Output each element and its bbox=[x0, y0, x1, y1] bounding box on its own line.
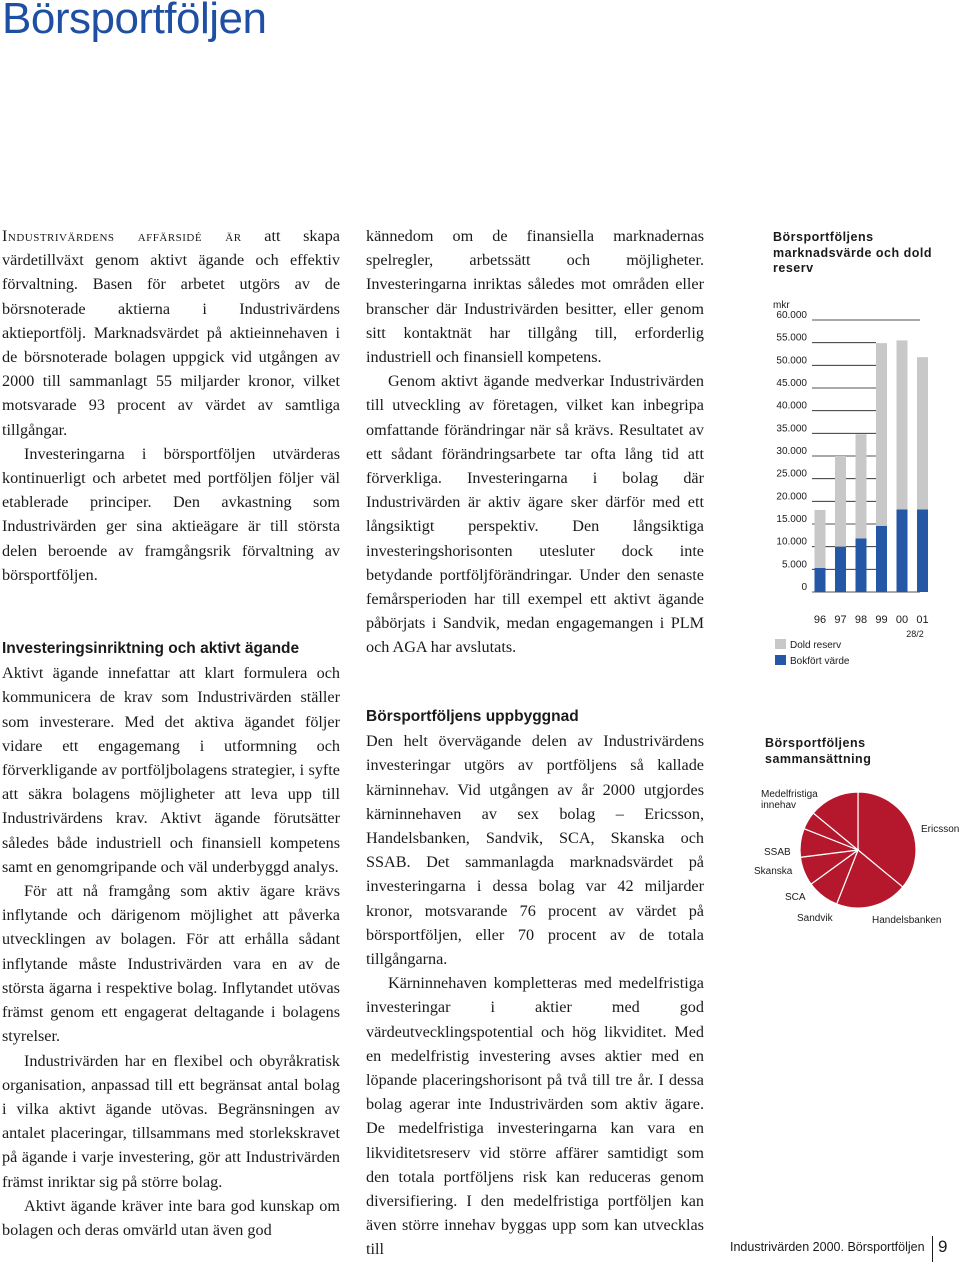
bar-bokfort-varde bbox=[835, 547, 846, 592]
paragraph: Investeringarna i börsportföljen utvärderas kontinuerligt och arbetet med portföljen följer väl etablerade principer. Den avkastning som Industrivärden ger sina aktieägare är till största delen beroende av framgångsrik förvaltning av börsportföljen. bbox=[2, 444, 340, 584]
bar-dold-reserv bbox=[856, 434, 867, 538]
pie-label: SSAB bbox=[764, 847, 791, 858]
section-heading: Investeringsinriktning och aktivt ägande bbox=[2, 640, 300, 658]
section-heading: Börsportföljens uppbyggnad bbox=[366, 708, 579, 725]
pie-label: Sandvik bbox=[797, 913, 833, 924]
category-note: 28/2 bbox=[906, 629, 924, 639]
x-tick-label: 01 bbox=[916, 614, 929, 626]
y-tick-label: 45.000 bbox=[776, 378, 807, 389]
legend-label: Bokfört värde bbox=[790, 656, 850, 667]
y-tick-label: 50.000 bbox=[776, 355, 807, 367]
paragraph: Aktivt ägande kräver inte bara god kunskap om bolagen och deras omvärld utan även god bbox=[2, 1196, 340, 1239]
pie-label: Skanska bbox=[754, 866, 793, 877]
bar-chart-title: Börsportföljens marknadsvärde och dold reserv bbox=[773, 230, 932, 275]
bar-dold-reserv bbox=[897, 340, 908, 509]
footer-text: Industrivärden 2000. Börsportföljen bbox=[730, 1240, 925, 1254]
spacer bbox=[2, 587, 340, 637]
y-axis-label: mkr bbox=[773, 300, 790, 311]
paragraph: Den helt övervägande delen av Industrivärdens investeringar utgörs av portföljens så kallade kärninnehav. Vid utgången av år 2000 utgjordes kärninnehaven av sex bolag – Ericsson, Handelsbanken, Sandvik, SCA, Skanska och SSAB. Det sammanlagda marknadsvärdet på investeringarna i dessa bolag var 42 miljarder kronor, motsvarande 76 procent av värdet på börsportföljen, eller 70 procent av de totala tillgångarna. bbox=[366, 732, 704, 969]
page-title: Börsportföljen bbox=[2, 0, 267, 43]
paragraph: Aktivt ägande innefattar att klart formulera och kommunicera de krav som Industrivärden ställer som investerare. Med det aktiva ägandet följer vidare ett engagemang i utformning och förverkligande av portföljbolagens strategier, i syfte att säkra bolagens möjligheter att leva upp till Industrivärdens krav. Aktivt ägande förutsätter således både industriell och finansiell kompetens samt en genomgripande och väl underbyggd analys. bbox=[2, 664, 340, 876]
bar-dold-reserv bbox=[835, 456, 846, 547]
pie-label: SCA bbox=[785, 892, 806, 903]
pie-label: Ericsson bbox=[921, 824, 960, 835]
page-number: 9 bbox=[932, 1236, 947, 1262]
body-column-left bbox=[2, 224, 340, 1242]
x-tick-label: 99 bbox=[875, 614, 888, 626]
paragraph: Genom aktivt ägande medverkar Industrivärden till utveckling av företagen, vilket kan inbegripa omfattande förändringar när så krävs. Resultatet av ett sådant förändringsarbete tar ofta lång tid att förverkliga. Investeringarna i bolag där Industrivärden är aktiv ägare sker därför med ett långsiktigt perspektiv. Den långsiktiga investeringshorisonten utesluter dock inte betydande portföljförändringar. Under den senaste femårsperioden har till exempel ett aktivt ägande påbörjats i Sandvik, medan engagemangen i PLM och AGA har avslutats. bbox=[366, 372, 704, 657]
legend-label: Dold reserv bbox=[790, 640, 842, 651]
bar-dold-reserv bbox=[917, 357, 928, 509]
bar-bokfort-varde bbox=[917, 509, 928, 592]
y-tick-label: 25.000 bbox=[776, 468, 807, 480]
y-tick-label: 60.000 bbox=[776, 310, 807, 321]
x-tick-label: 97 bbox=[834, 614, 847, 626]
body-column-middle-lower bbox=[366, 705, 704, 1262]
x-tick-label: 96 bbox=[813, 614, 827, 626]
y-tick-label: 5.000 bbox=[781, 559, 807, 571]
bar-chart bbox=[760, 290, 960, 690]
intro-lead: Industrivärdens affärsidé är bbox=[2, 227, 242, 245]
bar-bokfort-varde bbox=[897, 509, 908, 592]
y-tick-label: 10.000 bbox=[776, 536, 807, 548]
paragraph: Industrivärden har en flexibel och obyråkratisk organisation, anpassad till ett begränsat antal bolag i vilka aktivt ägande utövas. Begränsningen av antalet placeringar, tillsammans med storlekskravet på ägande i varje investering, gör att Industrivärden främst inriktar sig på större bolag. bbox=[2, 1051, 340, 1191]
body-column-middle bbox=[366, 224, 704, 660]
y-tick-label: 40.000 bbox=[776, 400, 807, 412]
y-tick-label: 0 bbox=[801, 582, 807, 593]
paragraph: Kärninnehaven kompletteras med medelfristiga investeringar i aktier med god värdeutvecklingspotential och hög likviditet. Med en medelfristig investering avses aktier med en löpande placeringshorisont på två till tre år. I dessa bolag agerar inte Industrivärden som aktiv ägare. De medelfristiga investeringarna kan vara en likviditetsreserv vid större affärer samtidigt som den totala portföljens risk kan reduceras genom diversifiering. I den medelfristiga portföljen kan även större innehav byggas upp som kan utvecklas till bbox=[366, 974, 704, 1259]
intro-rest: att skapa värdetillväxt genom aktivt ägande och effektiv förvaltning. Basen för arbetet utgörs av de börsnoterade aktierna i Industrivärdens aktieportfölj. Marknadsvärdet på aktieinnehaven i de börsnoterade bolagen uppgick vid utgången av 2000 till sammanlagt 55 miljarder kronor, vilket motsvarade 93 procent av värdet av samtliga tillgångar. bbox=[2, 227, 340, 439]
bar-dold-reserv bbox=[876, 343, 887, 526]
pie-chart bbox=[740, 775, 960, 945]
bar-bokfort-varde bbox=[856, 539, 867, 592]
y-tick-label: 35.000 bbox=[776, 423, 807, 435]
legend-swatch bbox=[775, 655, 786, 665]
intro-paragraph bbox=[2, 224, 340, 442]
x-tick-label: 00 bbox=[895, 614, 909, 626]
paragraph: För att nå framgång som aktiv ägare krävs inflytande och därigenom möjlighet att påverka utvecklingen av bolagen. För att erhålla sådant inflytande måste Industrivärden vara en av de största ägarna i respektive bolag. Inflytandet utövas främst genom ett engagerat deltagande i bolagens styrelser. bbox=[2, 882, 340, 1046]
bar-bokfort-varde bbox=[876, 526, 887, 592]
bar-dold-reserv bbox=[815, 510, 826, 568]
x-tick-label: 98 bbox=[854, 614, 868, 626]
pie-label: Handelsbanken bbox=[872, 915, 942, 926]
legend-swatch bbox=[775, 639, 786, 649]
pie-label: Medelfristiga innehav bbox=[761, 789, 818, 811]
paragraph: kännedom om de finansiella marknadernas spelregler, arbetssätt och möjligheter. Investeringarna inriktas således mot områden eller branscher där Industrivärden besitter, eller genom sitt kontaktnät har tillgång till, erforderlig industriell och finansiell kompetens. bbox=[366, 227, 704, 367]
y-tick-label: 55.000 bbox=[776, 332, 807, 344]
y-tick-label: 20.000 bbox=[776, 491, 807, 503]
pie-chart-title: Börsportföljens sammansättning bbox=[765, 736, 872, 766]
y-tick-label: 15.000 bbox=[776, 514, 807, 525]
bar-bokfort-varde bbox=[815, 568, 826, 592]
y-tick-label: 30.000 bbox=[776, 446, 807, 457]
